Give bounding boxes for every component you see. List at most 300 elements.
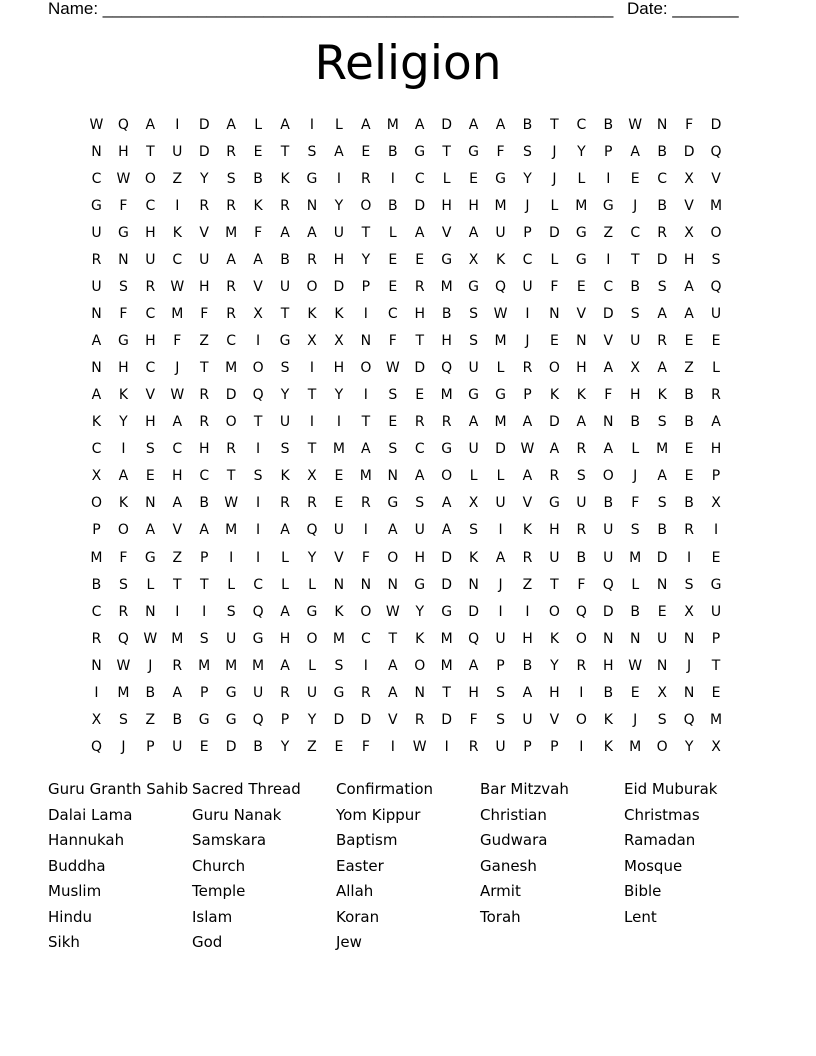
grid-letter[interactable]: N bbox=[683, 630, 695, 647]
grid-letter[interactable]: V bbox=[684, 197, 694, 214]
grid-letter[interactable]: A bbox=[414, 468, 425, 485]
grid-letter[interactable]: I bbox=[713, 522, 719, 539]
grid-letter[interactable]: B bbox=[684, 414, 694, 431]
grid-letter[interactable]: L bbox=[227, 576, 236, 593]
grid-letter[interactable]: S bbox=[280, 360, 290, 377]
grid-letter[interactable]: H bbox=[441, 333, 452, 350]
grid-letter[interactable]: C bbox=[360, 630, 371, 647]
grid-letter[interactable]: M bbox=[332, 441, 345, 458]
grid-letter[interactable]: A bbox=[657, 305, 667, 322]
grid-letter[interactable]: I bbox=[309, 360, 315, 377]
grid-letter[interactable]: J bbox=[552, 170, 557, 187]
grid-letter[interactable]: K bbox=[91, 414, 102, 431]
grid-letter[interactable]: J bbox=[175, 360, 180, 377]
grid-letter[interactable]: A bbox=[630, 143, 640, 160]
grid-letter[interactable]: E bbox=[415, 387, 425, 404]
grid-letter[interactable]: U bbox=[522, 711, 533, 728]
grid-letter[interactable]: G bbox=[225, 711, 237, 728]
grid-letter[interactable]: Z bbox=[145, 711, 156, 728]
grid-letter[interactable]: A bbox=[468, 414, 479, 431]
grid-letter[interactable]: B bbox=[387, 197, 398, 214]
grid-letter[interactable]: J bbox=[552, 143, 557, 160]
grid-letter[interactable]: A bbox=[199, 522, 209, 539]
grid-letter[interactable]: H bbox=[118, 360, 129, 377]
grid-letter[interactable]: C bbox=[226, 333, 237, 350]
grid-letter[interactable]: Q bbox=[252, 387, 264, 404]
grid-letter[interactable]: T bbox=[280, 305, 290, 322]
grid-letter[interactable]: T bbox=[361, 224, 371, 241]
grid-letter[interactable]: A bbox=[280, 603, 290, 620]
grid-letter[interactable]: H bbox=[333, 360, 345, 377]
grid-letter[interactable]: U bbox=[468, 360, 479, 377]
grid-letter[interactable]: D bbox=[198, 116, 210, 133]
grid-letter[interactable]: K bbox=[280, 468, 290, 485]
grid-letter[interactable]: B bbox=[603, 116, 614, 133]
grid-letter[interactable]: F bbox=[173, 333, 182, 350]
grid-letter[interactable]: I bbox=[498, 603, 503, 620]
grid-letter[interactable]: A bbox=[495, 116, 506, 133]
grid-letter[interactable]: N bbox=[333, 576, 345, 593]
grid-letter[interactable]: H bbox=[145, 224, 156, 241]
grid-letter[interactable]: Y bbox=[550, 657, 559, 674]
grid-letter[interactable]: T bbox=[388, 630, 398, 647]
grid-letter[interactable]: T bbox=[253, 414, 263, 431]
grid-letter[interactable]: M bbox=[171, 630, 184, 647]
grid-letter[interactable]: M bbox=[440, 630, 453, 647]
grid-letter[interactable]: R bbox=[576, 657, 587, 674]
grid-letter[interactable]: J bbox=[121, 738, 126, 755]
grid-letter[interactable]: A bbox=[495, 549, 506, 566]
grid-letter[interactable]: R bbox=[91, 251, 102, 268]
grid-letter[interactable]: M bbox=[359, 468, 372, 485]
grid-letter[interactable]: E bbox=[657, 603, 667, 620]
grid-letter[interactable]: I bbox=[256, 549, 261, 566]
grid-letter[interactable]: B bbox=[172, 711, 183, 728]
grid-letter[interactable]: O bbox=[441, 468, 453, 485]
grid-letter[interactable]: G bbox=[710, 576, 722, 593]
grid-letter[interactable]: H bbox=[710, 441, 722, 458]
grid-letter[interactable]: O bbox=[548, 360, 560, 377]
grid-letter[interactable]: Y bbox=[361, 251, 371, 268]
grid-letter[interactable]: O bbox=[575, 711, 587, 728]
grid-letter[interactable]: Q bbox=[683, 711, 695, 728]
grid-letter[interactable]: I bbox=[229, 549, 234, 566]
grid-letter[interactable]: S bbox=[469, 522, 479, 539]
grid-letter[interactable]: I bbox=[687, 549, 692, 566]
grid-letter[interactable]: R bbox=[684, 522, 694, 539]
grid-letter[interactable]: Z bbox=[172, 549, 183, 566]
grid-letter[interactable]: G bbox=[495, 387, 506, 404]
grid-letter[interactable]: K bbox=[603, 711, 613, 728]
grid-letter[interactable]: Z bbox=[172, 170, 183, 187]
grid-letter[interactable]: T bbox=[442, 684, 451, 701]
grid-letter[interactable]: S bbox=[415, 495, 425, 512]
grid-letter[interactable]: B bbox=[657, 522, 667, 539]
grid-letter[interactable]: A bbox=[361, 441, 371, 458]
grid-letter[interactable]: K bbox=[576, 387, 586, 404]
grid-letter[interactable]: D bbox=[602, 305, 614, 322]
grid-letter[interactable]: A bbox=[549, 441, 560, 458]
grid-letter[interactable]: E bbox=[253, 143, 263, 160]
grid-letter[interactable]: L bbox=[631, 441, 640, 458]
grid-letter[interactable]: Q bbox=[252, 603, 264, 620]
grid-letter[interactable]: E bbox=[549, 333, 559, 350]
grid-letter[interactable]: N bbox=[91, 143, 102, 160]
grid-letter[interactable]: B bbox=[199, 495, 210, 512]
grid-letter[interactable]: R bbox=[145, 278, 156, 295]
grid-letter[interactable]: N bbox=[603, 414, 614, 431]
grid-letter[interactable]: Y bbox=[280, 738, 290, 755]
grid-letter[interactable]: M bbox=[709, 711, 723, 728]
grid-letter[interactable]: M bbox=[332, 630, 345, 647]
grid-letter[interactable]: R bbox=[468, 738, 479, 755]
grid-letter[interactable]: I bbox=[363, 657, 368, 674]
grid-letter[interactable]: V bbox=[441, 224, 452, 241]
grid-letter[interactable]: Q bbox=[441, 360, 453, 377]
grid-letter[interactable]: R bbox=[414, 711, 425, 728]
grid-letter[interactable]: R bbox=[226, 278, 237, 295]
grid-letter[interactable]: B bbox=[522, 657, 533, 674]
grid-letter[interactable]: G bbox=[575, 251, 587, 268]
grid-letter[interactable]: A bbox=[226, 251, 236, 268]
grid-letter[interactable]: P bbox=[523, 738, 532, 755]
grid-letter[interactable]: N bbox=[603, 630, 614, 647]
grid-letter[interactable]: A bbox=[522, 414, 533, 431]
grid-letter[interactable]: L bbox=[577, 170, 586, 187]
grid-letter[interactable]: M bbox=[198, 657, 211, 674]
grid-letter[interactable]: X bbox=[657, 684, 667, 701]
grid-letter[interactable]: R bbox=[91, 630, 102, 647]
grid-letter[interactable]: T bbox=[146, 143, 155, 160]
grid-letter[interactable]: M bbox=[494, 414, 507, 431]
grid-letter[interactable]: E bbox=[684, 441, 694, 458]
grid-letter[interactable]: P bbox=[199, 549, 209, 566]
grid-letter[interactable]: Q bbox=[468, 630, 480, 647]
grid-letter[interactable]: V bbox=[387, 711, 398, 728]
grid-letter[interactable]: C bbox=[145, 197, 156, 214]
grid-letter[interactable]: U bbox=[199, 251, 210, 268]
grid-letter[interactable]: D bbox=[549, 224, 560, 241]
grid-letter[interactable]: B bbox=[387, 143, 398, 160]
grid-letter[interactable]: J bbox=[525, 197, 530, 214]
grid-letter[interactable]: I bbox=[579, 738, 584, 755]
grid-letter[interactable]: F bbox=[361, 738, 370, 755]
grid-letter[interactable]: H bbox=[198, 441, 210, 458]
grid-letter[interactable]: S bbox=[199, 630, 209, 647]
grid-letter[interactable]: W bbox=[628, 657, 643, 674]
grid-letter[interactable]: K bbox=[522, 522, 533, 539]
grid-letter[interactable]: B bbox=[145, 684, 156, 701]
grid-letter[interactable]: N bbox=[91, 305, 102, 322]
grid-letter[interactable]: E bbox=[334, 468, 344, 485]
grid-letter[interactable]: E bbox=[415, 251, 425, 268]
grid-letter[interactable]: I bbox=[175, 197, 180, 214]
grid-letter[interactable]: I bbox=[121, 441, 126, 458]
grid-letter[interactable]: A bbox=[280, 522, 290, 539]
grid-letter[interactable]: W bbox=[170, 278, 185, 295]
grid-letter[interactable]: K bbox=[307, 305, 317, 322]
grid-letter[interactable]: D bbox=[549, 414, 560, 431]
grid-letter[interactable]: B bbox=[657, 143, 667, 160]
grid-letter[interactable]: H bbox=[118, 143, 129, 160]
grid-letter[interactable]: F bbox=[631, 495, 640, 512]
grid-letter[interactable]: V bbox=[522, 495, 533, 512]
grid-letter[interactable]: Q bbox=[90, 738, 102, 755]
grid-letter[interactable]: C bbox=[576, 116, 587, 133]
grid-letter[interactable]: S bbox=[388, 387, 398, 404]
grid-letter[interactable]: D bbox=[656, 251, 668, 268]
grid-letter[interactable]: R bbox=[522, 549, 533, 566]
grid-letter[interactable]: D bbox=[441, 576, 453, 593]
grid-letter[interactable]: M bbox=[494, 197, 507, 214]
grid-letter[interactable]: M bbox=[629, 738, 642, 755]
grid-letter[interactable]: S bbox=[226, 603, 236, 620]
grid-letter[interactable]: A bbox=[414, 116, 425, 133]
grid-letter[interactable]: C bbox=[91, 603, 102, 620]
grid-letter[interactable]: I bbox=[363, 305, 368, 322]
grid-letter[interactable]: W bbox=[412, 738, 427, 755]
grid-letter[interactable]: N bbox=[387, 468, 399, 485]
grid-letter[interactable]: H bbox=[414, 305, 425, 322]
grid-letter[interactable]: H bbox=[145, 333, 156, 350]
grid-letter[interactable]: Z bbox=[199, 333, 210, 350]
grid-letter[interactable]: H bbox=[333, 251, 345, 268]
grid-letter[interactable]: K bbox=[118, 495, 128, 512]
grid-letter[interactable]: G bbox=[117, 224, 129, 241]
grid-letter[interactable]: S bbox=[523, 143, 532, 160]
grid-letter[interactable]: T bbox=[307, 441, 317, 458]
grid-letter[interactable]: I bbox=[256, 333, 261, 350]
grid-letter[interactable]: Y bbox=[577, 143, 586, 160]
grid-letter[interactable]: P bbox=[280, 711, 290, 728]
grid-letter[interactable]: A bbox=[522, 684, 533, 701]
grid-letter[interactable]: M bbox=[386, 116, 399, 133]
grid-letter[interactable]: A bbox=[414, 224, 425, 241]
grid-letter[interactable]: M bbox=[252, 657, 265, 674]
grid-letter[interactable]: Y bbox=[334, 387, 344, 404]
grid-letter[interactable]: L bbox=[308, 657, 316, 674]
grid-letter[interactable]: G bbox=[602, 197, 614, 214]
grid-letter[interactable]: O bbox=[602, 468, 614, 485]
grid-letter[interactable]: T bbox=[550, 576, 559, 593]
grid-letter[interactable]: A bbox=[280, 116, 290, 133]
grid-letter[interactable]: T bbox=[307, 387, 317, 404]
grid-letter[interactable]: A bbox=[145, 522, 156, 539]
grid-letter[interactable]: E bbox=[388, 414, 398, 431]
grid-letter[interactable]: U bbox=[630, 333, 641, 350]
grid-letter[interactable]: O bbox=[387, 549, 399, 566]
grid-letter[interactable]: I bbox=[336, 414, 341, 431]
grid-letter[interactable]: P bbox=[199, 684, 209, 701]
grid-letter[interactable]: U bbox=[710, 305, 722, 322]
grid-letter[interactable]: G bbox=[548, 495, 560, 512]
grid-letter[interactable]: Y bbox=[199, 170, 209, 187]
grid-letter[interactable]: N bbox=[656, 657, 668, 674]
grid-letter[interactable]: C bbox=[414, 441, 425, 458]
grid-letter[interactable]: G bbox=[441, 441, 453, 458]
grid-letter[interactable]: A bbox=[280, 224, 290, 241]
grid-letter[interactable]: I bbox=[363, 522, 368, 539]
grid-letter[interactable]: K bbox=[549, 630, 559, 647]
grid-letter[interactable]: F bbox=[550, 278, 559, 295]
grid-letter[interactable]: R bbox=[199, 414, 210, 431]
grid-letter[interactable]: T bbox=[199, 360, 209, 377]
grid-letter[interactable]: N bbox=[306, 197, 318, 214]
grid-letter[interactable]: U bbox=[710, 603, 722, 620]
grid-letter[interactable]: Q bbox=[575, 603, 587, 620]
grid-letter[interactable]: N bbox=[91, 360, 102, 377]
grid-letter[interactable]: A bbox=[253, 251, 263, 268]
grid-letter[interactable]: F bbox=[496, 143, 505, 160]
grid-letter[interactable]: D bbox=[414, 197, 426, 214]
grid-letter[interactable]: J bbox=[633, 711, 638, 728]
grid-letter[interactable]: C bbox=[145, 305, 156, 322]
grid-letter[interactable]: T bbox=[199, 576, 209, 593]
grid-letter[interactable]: N bbox=[387, 576, 399, 593]
grid-letter[interactable]: Y bbox=[307, 711, 317, 728]
grid-letter[interactable]: H bbox=[522, 630, 533, 647]
grid-letter[interactable]: W bbox=[116, 657, 131, 674]
grid-letter[interactable]: X bbox=[468, 251, 479, 268]
grid-letter[interactable]: P bbox=[146, 738, 155, 755]
grid-letter[interactable]: A bbox=[603, 441, 614, 458]
date-field[interactable]: Date: _______ bbox=[627, 0, 739, 18]
grid-letter[interactable]: Q bbox=[117, 116, 129, 133]
grid-letter[interactable]: E bbox=[334, 495, 344, 512]
grid-letter[interactable]: V bbox=[576, 305, 587, 322]
grid-letter[interactable]: S bbox=[657, 278, 667, 295]
grid-letter[interactable]: R bbox=[360, 170, 371, 187]
grid-letter[interactable]: U bbox=[91, 278, 102, 295]
grid-letter[interactable]: B bbox=[684, 387, 694, 404]
grid-letter[interactable]: B bbox=[630, 603, 641, 620]
grid-letter[interactable]: H bbox=[468, 684, 479, 701]
grid-letter[interactable]: U bbox=[549, 549, 560, 566]
grid-letter[interactable]: B bbox=[603, 684, 614, 701]
grid-letter[interactable]: F bbox=[254, 224, 263, 241]
grid-letter[interactable]: K bbox=[172, 224, 182, 241]
grid-letter[interactable]: U bbox=[603, 549, 614, 566]
grid-letter[interactable]: I bbox=[606, 251, 611, 268]
grid-letter[interactable]: P bbox=[523, 387, 532, 404]
grid-letter[interactable]: I bbox=[444, 738, 449, 755]
grid-letter[interactable]: L bbox=[254, 116, 262, 133]
grid-letter[interactable]: U bbox=[468, 441, 479, 458]
letter-grid[interactable] bbox=[83, 111, 730, 761]
grid-letter[interactable]: S bbox=[496, 684, 505, 701]
grid-letter[interactable]: S bbox=[576, 468, 586, 485]
grid-letter[interactable]: G bbox=[306, 170, 318, 187]
grid-letter[interactable]: X bbox=[630, 360, 641, 377]
grid-letter[interactable]: X bbox=[684, 224, 694, 241]
grid-letter[interactable]: R bbox=[280, 684, 290, 701]
grid-letter[interactable]: J bbox=[525, 333, 530, 350]
grid-letter[interactable]: N bbox=[629, 630, 641, 647]
grid-letter[interactable]: R bbox=[307, 251, 317, 268]
grid-letter[interactable]: T bbox=[630, 251, 640, 268]
grid-letter[interactable]: H bbox=[172, 468, 183, 485]
grid-letter[interactable]: S bbox=[118, 711, 128, 728]
grid-letter[interactable]: L bbox=[281, 576, 289, 593]
grid-letter[interactable]: I bbox=[309, 116, 315, 133]
grid-letter[interactable]: L bbox=[631, 576, 640, 593]
grid-letter[interactable]: X bbox=[468, 495, 479, 512]
grid-letter[interactable]: B bbox=[253, 738, 263, 755]
grid-letter[interactable]: U bbox=[333, 522, 345, 539]
grid-letter[interactable]: U bbox=[226, 630, 237, 647]
grid-letter[interactable]: S bbox=[388, 441, 398, 458]
grid-letter[interactable]: B bbox=[630, 414, 641, 431]
grid-letter[interactable]: T bbox=[415, 333, 424, 350]
grid-letter[interactable]: K bbox=[253, 197, 263, 214]
grid-letter[interactable]: D bbox=[495, 441, 506, 458]
grid-letter[interactable]: S bbox=[118, 576, 128, 593]
grid-letter[interactable]: M bbox=[225, 224, 238, 241]
grid-letter[interactable]: B bbox=[657, 197, 667, 214]
grid-letter[interactable]: A bbox=[307, 224, 317, 241]
grid-letter[interactable]: T bbox=[550, 116, 559, 133]
grid-letter[interactable]: I bbox=[256, 441, 261, 458]
grid-letter[interactable]: U bbox=[495, 495, 506, 512]
grid-letter[interactable]: D bbox=[441, 116, 453, 133]
grid-letter[interactable]: M bbox=[440, 278, 453, 295]
grid-letter[interactable]: U bbox=[603, 522, 614, 539]
grid-letter[interactable]: G bbox=[198, 711, 210, 728]
grid-letter[interactable]: L bbox=[550, 251, 559, 268]
grid-letter[interactable]: E bbox=[145, 468, 155, 485]
grid-letter[interactable]: A bbox=[172, 414, 183, 431]
grid-letter[interactable]: G bbox=[117, 333, 129, 350]
grid-letter[interactable]: R bbox=[280, 197, 290, 214]
grid-letter[interactable]: Q bbox=[710, 278, 722, 295]
grid-letter[interactable]: D bbox=[656, 549, 668, 566]
grid-letter[interactable]: I bbox=[175, 116, 180, 133]
grid-letter[interactable]: P bbox=[711, 630, 721, 647]
grid-letter[interactable]: B bbox=[576, 549, 587, 566]
grid-letter[interactable]: F bbox=[685, 116, 694, 133]
grid-letter[interactable]: R bbox=[280, 495, 290, 512]
grid-letter[interactable]: J bbox=[498, 576, 503, 593]
grid-letter[interactable]: M bbox=[225, 360, 238, 377]
grid-letter[interactable]: U bbox=[414, 522, 425, 539]
grid-letter[interactable]: G bbox=[387, 495, 399, 512]
grid-letter[interactable]: N bbox=[145, 603, 156, 620]
grid-letter[interactable]: R bbox=[172, 657, 183, 674]
grid-letter[interactable]: R bbox=[360, 684, 371, 701]
grid-letter[interactable]: D bbox=[441, 711, 453, 728]
grid-letter[interactable]: S bbox=[469, 305, 479, 322]
grid-letter[interactable]: F bbox=[604, 387, 613, 404]
grid-letter[interactable]: I bbox=[363, 387, 368, 404]
grid-letter[interactable]: X bbox=[307, 333, 317, 350]
grid-letter[interactable]: A bbox=[118, 468, 129, 485]
grid-letter[interactable]: L bbox=[442, 170, 451, 187]
grid-letter[interactable]: H bbox=[198, 278, 210, 295]
grid-letter[interactable]: L bbox=[496, 468, 505, 485]
grid-letter[interactable]: W bbox=[628, 116, 643, 133]
grid-letter[interactable]: T bbox=[711, 657, 721, 674]
grid-letter[interactable]: M bbox=[629, 549, 642, 566]
grid-letter[interactable]: H bbox=[549, 522, 560, 539]
grid-letter[interactable]: K bbox=[603, 738, 613, 755]
grid-letter[interactable]: A bbox=[226, 116, 236, 133]
grid-letter[interactable]: O bbox=[414, 657, 426, 674]
grid-letter[interactable]: L bbox=[146, 576, 155, 593]
grid-letter[interactable]: U bbox=[306, 684, 318, 701]
grid-letter[interactable]: C bbox=[253, 576, 263, 593]
grid-letter[interactable]: C bbox=[603, 278, 614, 295]
grid-letter[interactable]: C bbox=[172, 441, 183, 458]
